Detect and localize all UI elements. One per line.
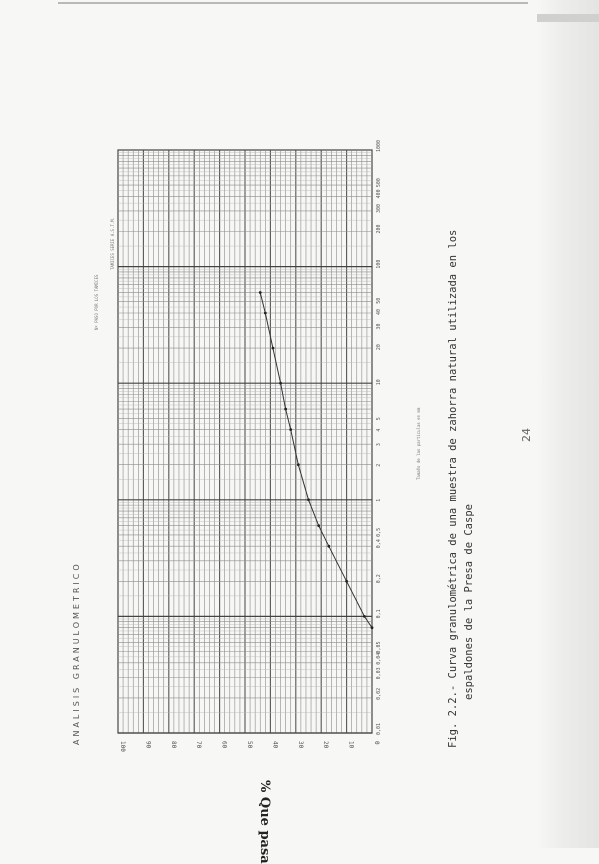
x-tick-label: 4 — [376, 428, 382, 432]
y-axis-label: % Que pasa — [257, 780, 272, 864]
x-tick-label: 3 — [376, 443, 382, 447]
grading-curve-point — [297, 463, 300, 466]
grading-curve-point — [307, 498, 310, 501]
page-number: 24 — [520, 428, 533, 442]
x-tick-label: 0,02 — [376, 687, 382, 700]
y-tick-label: 50 — [246, 741, 253, 749]
x-tick-label: 1000 — [376, 139, 382, 152]
x-tick-label: 200 — [376, 224, 382, 234]
x-tick-label: 20 — [376, 344, 382, 351]
figure-caption-line2: espaldones de la Presa de Caspe — [463, 504, 475, 700]
y-tick-label: 90 — [144, 741, 152, 749]
x-tick-label: 0,03 — [376, 667, 382, 680]
grading-curve-point — [363, 615, 366, 618]
grading-curve-point — [272, 347, 275, 350]
x-tick-label: 0,05 — [376, 641, 382, 654]
y-tick-label: 20 — [322, 741, 330, 749]
grading-curve-point — [279, 382, 282, 385]
x-tick-label: 30 — [376, 323, 382, 330]
y-tick-label: 0 — [373, 741, 380, 745]
x-tick-label: 40 — [376, 308, 382, 315]
x-tick-label: 300 — [376, 203, 382, 213]
grading-curve-point — [371, 626, 374, 629]
x-tick-label: 5 — [376, 417, 382, 421]
x-tick-label: 50 — [376, 297, 382, 304]
grading-curve-point — [289, 428, 292, 431]
x-tick-label: 10 — [376, 379, 382, 386]
grading-curve-point — [345, 580, 348, 583]
x-axis-label: Tamaño de las partículas en mm — [416, 407, 421, 480]
y-tick-label: 10 — [347, 741, 355, 749]
x-tick-label: 2 — [376, 463, 382, 467]
x-tick-label: 500 — [376, 178, 382, 188]
grading-curve-point — [327, 545, 330, 548]
grading-curve-point — [264, 312, 267, 315]
x-tick-label: 0,2 — [376, 574, 382, 584]
grading-curve-point — [317, 524, 320, 527]
x-tick-label: 100 — [376, 259, 382, 269]
x-tick-label: 0,01 — [376, 722, 382, 735]
y-tick-label: 30 — [296, 741, 304, 749]
x-tick-label: 0,4 — [376, 539, 382, 549]
y-tick-label: 70 — [195, 741, 203, 749]
y-tick-label: 100 — [119, 741, 126, 752]
sieves-header: Nº PASO POR LOS TAMICES — [94, 274, 99, 330]
figure-caption-line1: Fig. 2.2.- Curva granulométrica de una muestra de zahorra natural utilizada en los — [447, 229, 459, 748]
x-tick-label: 0,04 — [376, 652, 382, 665]
chart-grid — [118, 150, 372, 733]
x-tick-label: 400 — [376, 189, 382, 199]
x-tick-label: 1 — [376, 498, 382, 502]
x-tick-label: 0,5 — [376, 527, 382, 537]
y-tick-label: 40 — [271, 741, 279, 749]
grading-curve-point — [259, 291, 262, 294]
y-tick-label: 60 — [220, 741, 228, 749]
chart-header-title: ANALISIS GRANULOMETRICO — [72, 561, 81, 745]
grading-curve-point — [284, 408, 287, 411]
x-tick-label: 0,1 — [376, 609, 382, 619]
sizes-header: TAMICES SERIE A.S.T.M. — [110, 217, 115, 270]
y-tick-label: 80 — [169, 741, 177, 749]
